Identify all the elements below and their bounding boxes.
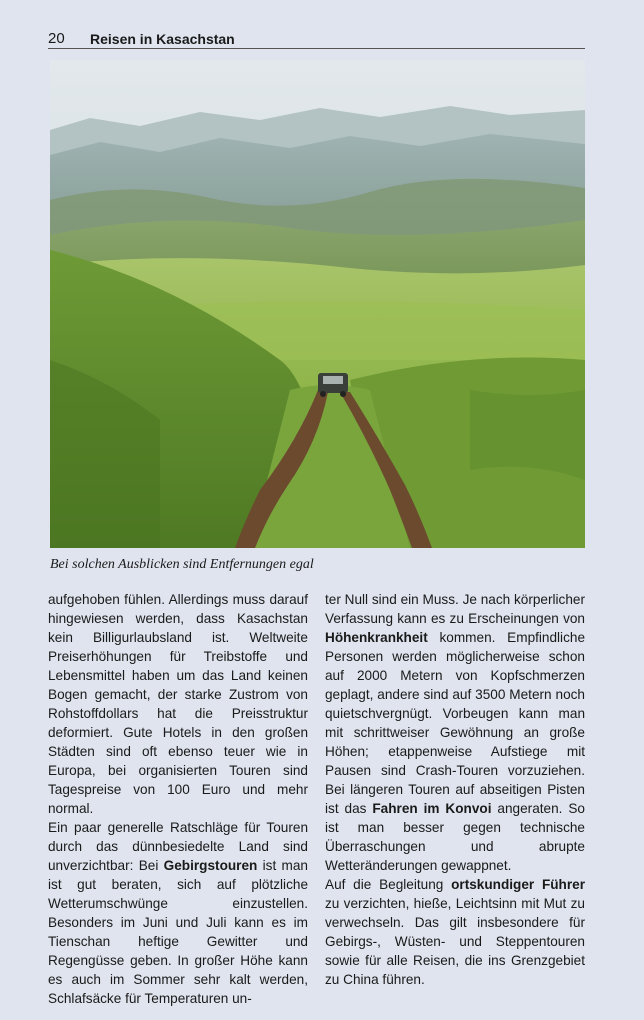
page-number: 20 bbox=[48, 30, 65, 47]
figure-caption: Bei solchen Ausblicken sind Entfernungen egal bbox=[50, 557, 314, 572]
paragraph: aufgehoben fühlen. Allerdings muss darauf hingewiesen werden, dass Kasachstan kein Billigurlaubsland ist. Weltweite Preiserhöhungen für Treibstoffe und Lebensmittel haben um das Land keinen Bogen gemacht, der starke Zustrom von Rohstoffdollars hat die Preisstruktur deformiert. Gute Hotels in den großen Städten sind oft ebenso teuer wie in Europa, bei organisierten Touren sind Tagespreise von 100 Euro und mehr normal. bbox=[48, 592, 308, 816]
bold-term: Fahren im Konvoi bbox=[372, 801, 492, 816]
bold-term: Gebirgstouren bbox=[163, 858, 258, 873]
bold-term: Höhenkrankheit bbox=[325, 630, 428, 645]
paragraph: Auf die Begleitung ortskundiger Führer zu verzichten, hieße, Leichtsinn mit Mut zu verwechseln. Das gilt insbesondere für Gebirgs-, Wüsten- und Steppentouren sowie für alle Reisen, die ins Grenzgebiet zu China führen. bbox=[325, 877, 585, 987]
running-header bbox=[48, 30, 585, 49]
left-text-column bbox=[48, 590, 308, 1008]
paragraph: ter Null sind ein Muss. Je nach körperlicher Verfassung kann es zu Erscheinungen von Höhenkrankheit kommen. Empfindliche Personen werden möglicherweise schon auf 2000 Metern von Kopfschmerzen geplagt, andere sind auf 3500 Metern noch quietschvergnügt. Vorbeugen kann man mit schrittweiser Gewöhnung an große Höhen; etappenweise Aufstiege mit Pausen sind Crash-Touren vorzuziehen. Bei längeren Touren auf abseitigen Pisten ist das Fahren im Konvoi angeraten. So ist man besser gegen technische Überraschungen und abrupte Wetteränderungen gewappnet. bbox=[325, 592, 585, 873]
paragraph: Ein paar generelle Ratschläge für Touren durch das dünnbesiedelte Land sind unverzichtbar: Bei Gebirgstouren ist man ist gut beraten, sich auf plötzliche Wetterumschwünge einzustellen. Besonders im Juni und Juli kann es im Tienschan heftige Gewitter und Regengüsse geben. In großer Höhe kann es auch im Sommer sehr kalt werden, Schlafsäcke für Temperaturen un- bbox=[48, 820, 308, 1006]
right-text-column bbox=[325, 590, 585, 989]
landscape-photo bbox=[50, 60, 585, 548]
running-title: Reisen in Kasachstan bbox=[90, 31, 235, 47]
bold-term: ortskundiger Führer bbox=[451, 877, 585, 892]
